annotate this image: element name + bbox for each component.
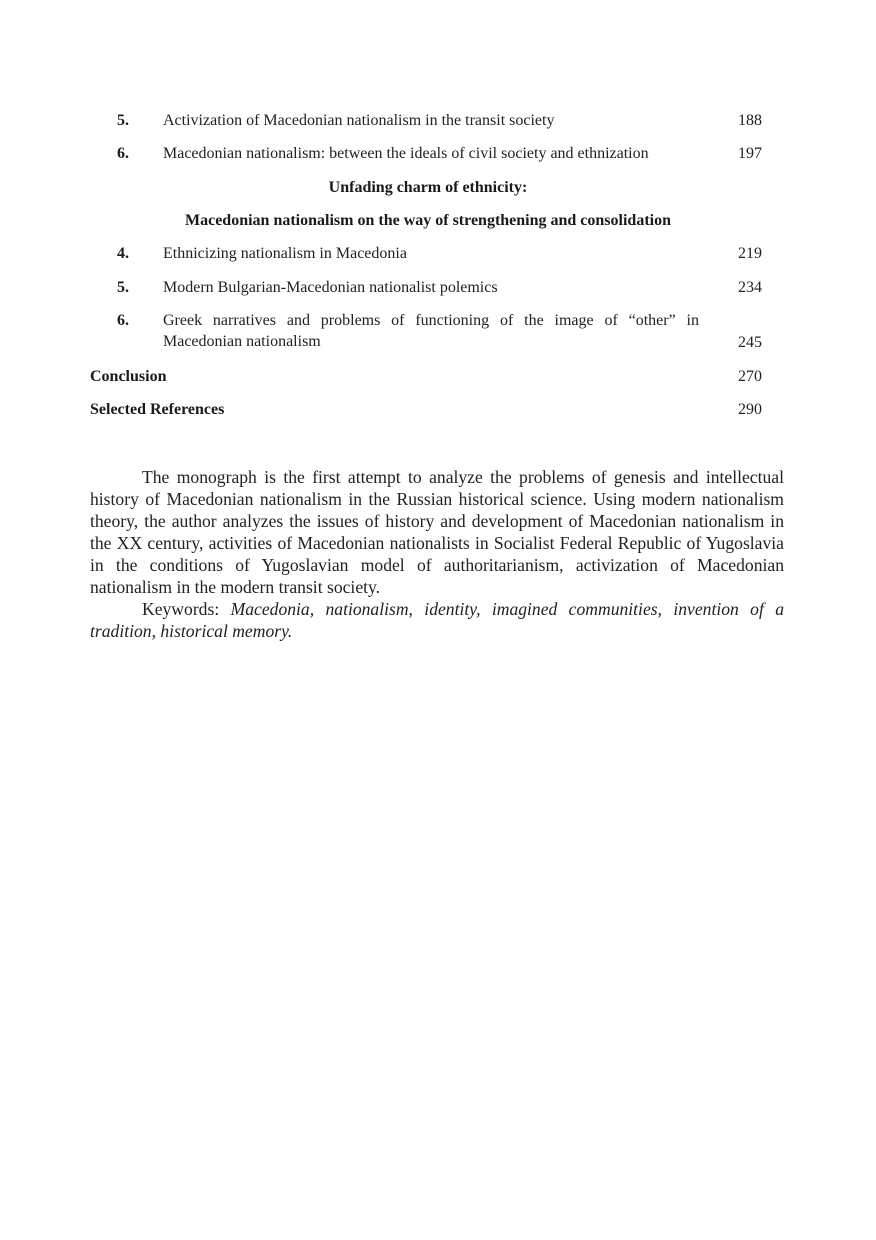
keywords-label: Keywords: — [142, 599, 220, 619]
toc-entry-page: 290 — [738, 401, 762, 418]
section-subheading: Macedonian nationalism on the way of strengthening and consolidation — [185, 212, 671, 229]
toc-entry — [0, 243, 876, 265]
toc-entry-references — [0, 399, 876, 421]
toc-entry-title: Conclusion — [90, 368, 167, 385]
toc-entry-page: 197 — [738, 145, 762, 162]
toc-entry-number: 6. — [117, 145, 129, 162]
toc-entry-page: 234 — [738, 279, 762, 296]
keywords-paragraph — [90, 598, 784, 642]
abstract-paragraph: The monograph is the first attempt to analyze the problems of genesis and intellectual history of Macedonian nationalism in the Russian historical science. Using modern nationalism theory, the author analyzes the issues of history and development of Macedonian nationalism in the XX century, activities of Macedonian nationalists in Socialist Federal Republic of Yugoslavia in the conditions of Yugoslavian model of authoritarianism, activization of Macedonian nationalism in the modern transit society. — [90, 467, 784, 597]
toc-entry-title: Ethnicizing nationalism in Macedonia — [163, 245, 407, 262]
section-heading: Unfading charm of ethnicity: — [328, 179, 528, 196]
keywords-list: Macedonia, nationalism, identity, imagined communities, invention of a tradition, historical memory. — [90, 599, 784, 641]
toc-entry-number: 6. — [117, 312, 129, 329]
toc-entry — [0, 310, 876, 354]
toc-entry-title: Activization of Macedonian nationalism in the transit society — [163, 112, 555, 129]
toc-entry — [0, 110, 876, 132]
toc-entry-page: 188 — [738, 112, 762, 129]
toc-entry — [0, 277, 876, 299]
toc-entry-title: Macedonian nationalism: between the ideals of civil society and ethnization — [163, 145, 649, 162]
toc-entry-number: 4. — [117, 245, 129, 262]
abstract — [90, 466, 784, 642]
toc-entry — [0, 143, 876, 165]
toc-entry-number: 5. — [117, 112, 129, 129]
toc-entry-conclusion — [0, 366, 876, 388]
toc-entry-page: 270 — [738, 368, 762, 385]
toc-entry-page: 245 — [738, 334, 762, 351]
toc-entry-title: Selected References — [90, 401, 225, 418]
toc-entry-page: 219 — [738, 245, 762, 262]
toc-entry-title: Greek narratives and problems of functioning of the image of “other” in Macedonian nationalism — [163, 312, 699, 350]
toc-entry-number: 5. — [117, 279, 129, 296]
toc-entry-title: Modern Bulgarian-Macedonian nationalist polemics — [163, 279, 498, 296]
